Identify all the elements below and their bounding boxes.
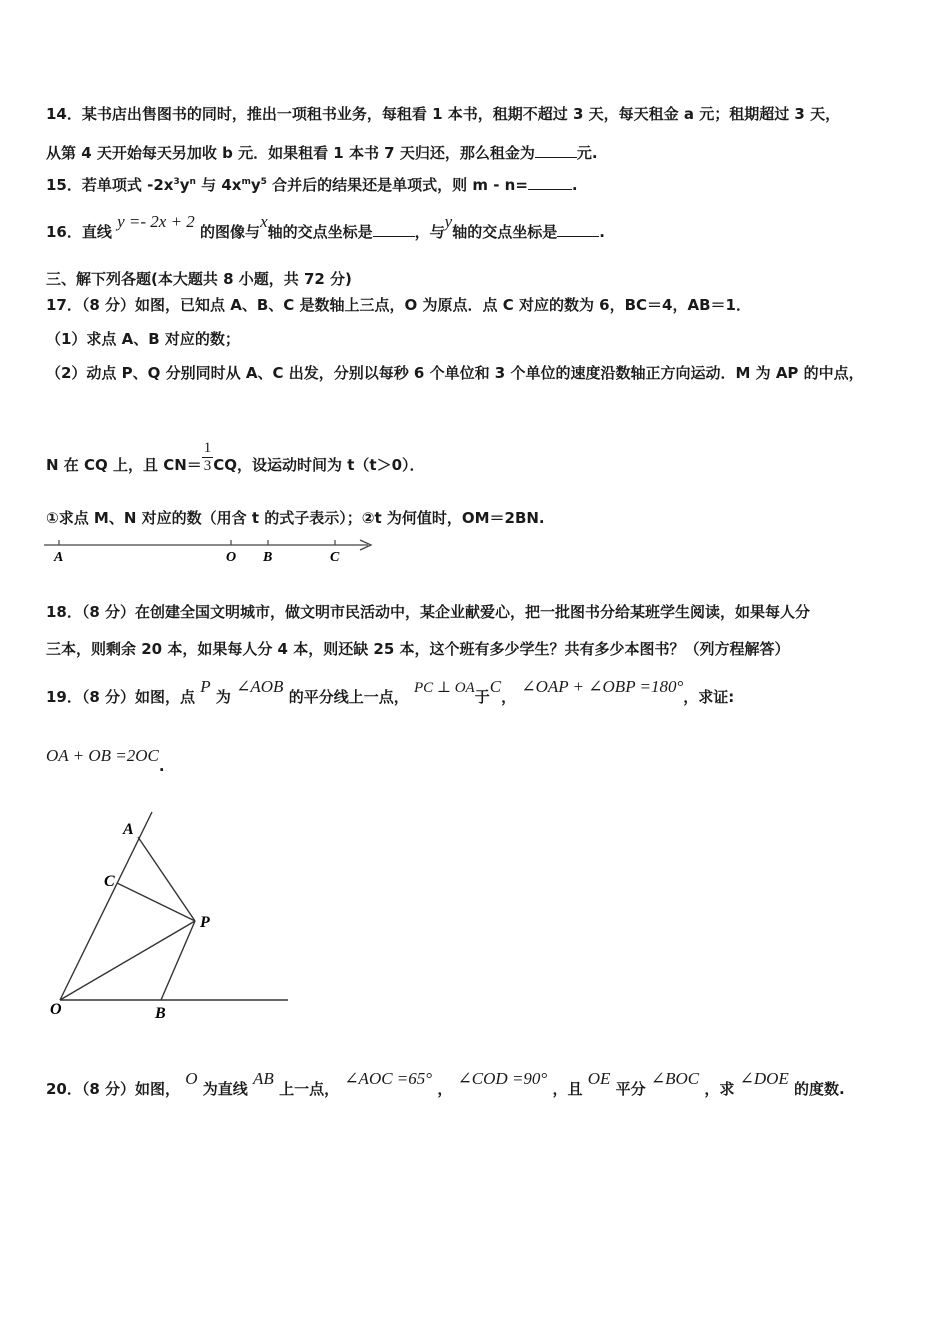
label-a: A bbox=[54, 550, 64, 565]
answer-blank[interactable] bbox=[557, 222, 599, 237]
q16-end: . bbox=[599, 223, 605, 241]
q20-oe: OE bbox=[587, 1069, 611, 1088]
q16-mid2: 轴的交点坐标是 bbox=[267, 223, 373, 241]
q19-end: . bbox=[158, 757, 165, 775]
q15-line bbox=[46, 174, 578, 195]
q19-conclusion-line bbox=[46, 746, 165, 775]
answer-blank[interactable] bbox=[535, 143, 577, 158]
q19-t1: 为 bbox=[215, 688, 231, 706]
q20-line bbox=[46, 1069, 845, 1099]
q20-angle-boc: ∠BOC bbox=[650, 1069, 700, 1088]
q17-line1: 17．（8 分）如图，已知点 A、B、C 是数轴上三点，O 为原点．点 C 对应的数为 6，BC＝4，AB＝1． bbox=[46, 296, 751, 314]
q15-exp4: 5 bbox=[260, 177, 267, 187]
q17-line4 bbox=[46, 440, 425, 483]
q19-t2: 的平分线上一点， bbox=[288, 688, 409, 706]
ray-oa bbox=[60, 812, 152, 1000]
q19-c: C bbox=[489, 677, 502, 696]
q15-y2: y bbox=[250, 176, 261, 194]
fraction-denominator: 3 bbox=[203, 458, 212, 474]
q15-exp1: 3 bbox=[173, 177, 180, 187]
q18-line1: 18．（8 分）在创建全国文明城市，做文明市民活动中，某企业献爱心，把一批图书分给某班学生阅读，如果每人分 bbox=[46, 603, 811, 621]
segment-cp bbox=[117, 883, 195, 921]
q18-line2: 三本，则剩余 20 本，如果每人分 4 本，则还缺 25 本，这个班有多少学生？共有多少本图书？（列方程解答） bbox=[46, 640, 790, 658]
q20-ab: AB bbox=[253, 1069, 274, 1088]
segment-pb bbox=[161, 921, 195, 1000]
label-b: B bbox=[263, 550, 273, 565]
q15-suffix: 合并后的结果还是单项式，则 m - n= bbox=[266, 176, 528, 194]
q20-t5: ，求 bbox=[704, 1080, 735, 1098]
answer-blank[interactable] bbox=[528, 175, 572, 190]
q20-sep1: ， bbox=[437, 1080, 453, 1098]
label-b: B bbox=[155, 1005, 166, 1022]
q19-conclusion: OA + OB =2OC bbox=[46, 746, 159, 765]
q20-t2: 上一点， bbox=[279, 1080, 340, 1098]
q14-line2-end: 元. bbox=[576, 144, 598, 162]
q16-equation: y =- 2x + 2 bbox=[117, 212, 195, 231]
q17-line4-post: CQ，设运动时间为 t（t＞0）． bbox=[213, 456, 425, 474]
q15-mid: 与 4x bbox=[195, 176, 242, 194]
q19-pc-perp-oa: PC ⊥ OA bbox=[413, 680, 475, 696]
q20-t1: 为直线 bbox=[202, 1080, 248, 1098]
q20-t6: 的度数. bbox=[794, 1080, 845, 1098]
section-heading: 三、解下列各题(本大题共 8 小题，共 72 分) bbox=[46, 270, 352, 288]
q16-mid1: 的图像与 bbox=[200, 223, 261, 241]
q16-line bbox=[46, 212, 605, 242]
q15-exp2: n bbox=[189, 177, 196, 187]
q15-end: . bbox=[571, 176, 578, 194]
fraction-one-third bbox=[202, 440, 214, 475]
q15-exp3: m bbox=[241, 177, 251, 187]
q16-y-var: y bbox=[444, 212, 453, 231]
q14-line2 bbox=[46, 142, 598, 163]
q19-prefix: 19．（8 分）如图，点 bbox=[46, 688, 196, 706]
q19-line bbox=[46, 677, 735, 707]
q14-line2-text: 从第 4 天开始每天另加收 b 元．如果租看 1 本书 7 天归还，那么租金为 bbox=[46, 144, 535, 162]
q19-t5: ，求证: bbox=[683, 688, 735, 706]
q20-t4: 平分 bbox=[615, 1080, 646, 1098]
q16-mid3: ，与 bbox=[414, 223, 445, 241]
label-o: O bbox=[226, 550, 237, 565]
number-line-figure bbox=[40, 532, 380, 568]
q17-line4-pre: N 在 CQ 上，且 CN＝ bbox=[46, 456, 202, 474]
q19-angle-aob: ∠AOB bbox=[236, 677, 284, 696]
q14-line1: 14．某书店出售图书的同时，推出一项租书业务，每租看 1 本书，租期不超过 3 天，每天租金 a 元；租期超过 3 天， bbox=[46, 105, 841, 123]
q20-o: O bbox=[185, 1069, 198, 1088]
segment-ap bbox=[138, 837, 195, 921]
segment-op bbox=[60, 921, 195, 1000]
q20-prefix: 20．（8 分）如图， bbox=[46, 1080, 181, 1098]
q19-p: P bbox=[200, 677, 211, 696]
label-o: O bbox=[50, 1001, 62, 1018]
q20-angle-cod: ∠COD =90° bbox=[457, 1069, 548, 1088]
q17-line3: （2）动点 P、Q 分别同时从 A、C 出发，分别以每秒 6 个单位和 3 个单位的速度沿数轴正方向运动．M 为 AP 的中点， bbox=[46, 364, 864, 382]
q16-x-var: x bbox=[260, 212, 268, 231]
label-p: P bbox=[200, 914, 210, 931]
label-a: A bbox=[123, 821, 134, 838]
q15-y1: y bbox=[179, 176, 190, 194]
q16-mid4: 轴的交点坐标是 bbox=[452, 223, 558, 241]
q16-prefix: 16．直线 bbox=[46, 223, 112, 241]
q19-t4: ， bbox=[501, 688, 517, 706]
label-c: C bbox=[104, 873, 115, 890]
q19-angle-sum: ∠OAP + ∠OBP =180° bbox=[521, 677, 684, 696]
fraction-numerator: 1 bbox=[203, 440, 212, 456]
answer-blank[interactable] bbox=[373, 222, 415, 237]
q15-prefix: 15．若单项式 -2x bbox=[46, 176, 174, 194]
q20-t3: ，且 bbox=[552, 1080, 583, 1098]
q19-t3: 于 bbox=[474, 688, 490, 706]
q20-angle-aoc: ∠AOC =65° bbox=[344, 1069, 433, 1088]
geometry-figure bbox=[40, 800, 300, 1030]
q20-angle-doe: ∠DOE bbox=[739, 1069, 789, 1088]
q17-line2: （1）求点 A、B 对应的数； bbox=[46, 330, 240, 348]
q17-line5: ①求点 M、N 对应的数（用含 t 的式子表示）；②t 为何值时，OM＝2BN. bbox=[46, 509, 545, 527]
label-c: C bbox=[330, 550, 340, 565]
